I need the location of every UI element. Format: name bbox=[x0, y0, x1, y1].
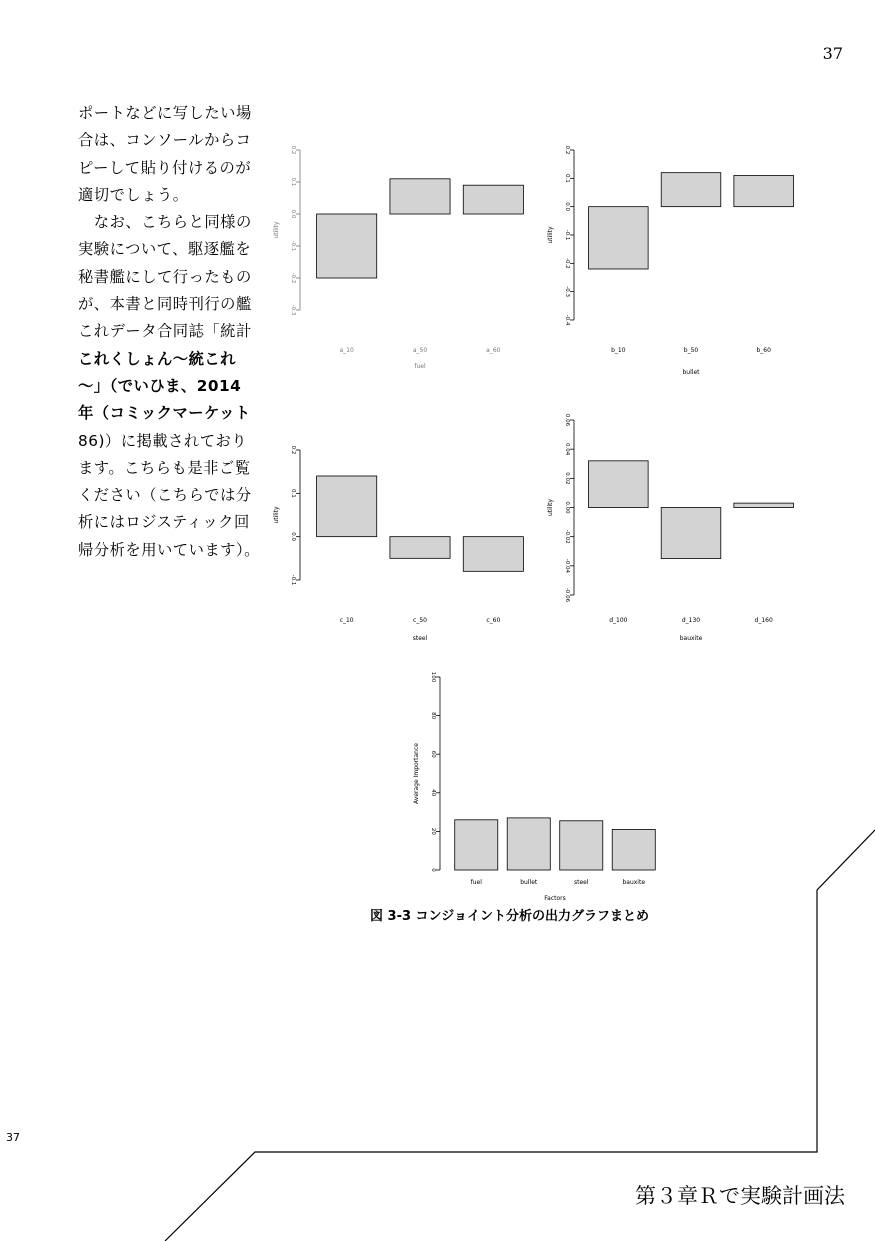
y-tick-label: 0.2 bbox=[290, 445, 296, 455]
y-tick-label: 0.04 bbox=[564, 443, 570, 456]
text-line: が、本書と同時刊行の艦 bbox=[78, 295, 252, 314]
x-category-label: a_10 bbox=[339, 347, 354, 354]
x-category-label: b_50 bbox=[683, 347, 699, 354]
y-axis-label: utility bbox=[547, 498, 554, 517]
page-number-top: 37 bbox=[822, 44, 843, 63]
y-tick-label: 80 bbox=[430, 712, 436, 720]
text-line-bold: これくしょん〜統これ bbox=[78, 349, 236, 368]
y-tick-label: -0.06 bbox=[564, 587, 570, 603]
text-line: 適切でしょう。 bbox=[78, 185, 189, 204]
y-tick-label: 0.06 bbox=[564, 413, 570, 427]
y-tick-label: 0 bbox=[430, 868, 436, 872]
x-category-label: a_60 bbox=[486, 347, 501, 354]
text-line: 帰分析を用いています）。 bbox=[78, 540, 260, 559]
y-tick-label: -0.1 bbox=[290, 574, 296, 586]
x-category-label: c_50 bbox=[413, 617, 427, 624]
y-axis-label: Average Importance bbox=[413, 743, 420, 804]
y-tick-label: -0.3 bbox=[290, 304, 296, 316]
x-axis-label: bullet bbox=[682, 369, 700, 376]
x-category-label: b_60 bbox=[756, 347, 771, 354]
y-axis-label: utility bbox=[273, 506, 280, 524]
y-tick-label: 0.2 bbox=[564, 145, 570, 155]
text-line: ください（こちらでは分 bbox=[78, 486, 252, 505]
text-line-bold: 〜」（でいひま、2014 bbox=[78, 376, 242, 395]
y-tick-label: -0.4 bbox=[564, 314, 570, 326]
y-tick-label: 20 bbox=[430, 827, 436, 835]
y-tick-label: 0.0 bbox=[564, 202, 570, 212]
text-line: ポートなどに写したい場 bbox=[78, 104, 252, 122]
y-tick-label: -0.2 bbox=[564, 257, 570, 269]
x-category-label: fuel bbox=[470, 879, 482, 886]
y-tick-label: 100 bbox=[430, 671, 436, 683]
x-axis-label: steel bbox=[412, 635, 428, 642]
x-category-label: bullet bbox=[520, 879, 538, 886]
y-tick-label: -0.3 bbox=[564, 286, 570, 298]
x-category-label: c_60 bbox=[486, 617, 501, 624]
y-tick-label: -0.2 bbox=[290, 272, 296, 284]
x-category-label: d_160 bbox=[754, 617, 773, 624]
x-category-label: d_130 bbox=[681, 617, 701, 624]
chapter-title: 第３章Ｒで実験計画法 bbox=[635, 1184, 845, 1208]
text-line: ます。こちらも是非ご覧 bbox=[78, 458, 251, 477]
y-tick-label: 0.00 bbox=[564, 501, 570, 514]
text-line: 実験について、駆逐艦を bbox=[78, 240, 252, 259]
y-tick-label: -0.1 bbox=[564, 229, 570, 241]
y-tick-label: 60 bbox=[430, 750, 436, 758]
y-tick-label: 40 bbox=[430, 789, 436, 797]
y-axis-label: utility bbox=[547, 226, 554, 244]
y-tick-label: 0.0 bbox=[290, 209, 296, 219]
y-tick-label: 0.1 bbox=[290, 488, 296, 498]
y-tick-label: -0.02 bbox=[564, 529, 570, 544]
text-line: 析にはロジスティック回 bbox=[78, 513, 250, 532]
x-axis-label: Factors bbox=[544, 895, 566, 902]
text-line: ピーして貼り付けるのが bbox=[78, 158, 252, 177]
y-tick-label: 0.1 bbox=[290, 177, 296, 187]
figure-caption: 図 3-3 コンジョイント分析の出力グラフまとめ bbox=[370, 909, 649, 924]
page-number-left: 37 bbox=[6, 1131, 20, 1144]
y-tick-label: 0.1 bbox=[564, 173, 570, 183]
text-line: 86)）に掲載されており bbox=[78, 431, 248, 450]
x-category-label: steel bbox=[573, 879, 589, 886]
x-category-label: bauxite bbox=[622, 879, 646, 886]
x-category-label: d_100 bbox=[609, 617, 628, 624]
y-tick-label: -0.1 bbox=[290, 240, 296, 252]
text-line-bold: 年（コミックマーケット bbox=[78, 404, 251, 423]
text-line: 秘書艦にして行ったもの bbox=[78, 267, 252, 286]
x-category-label: b_10 bbox=[611, 347, 626, 354]
y-tick-label: 0.2 bbox=[290, 145, 296, 155]
y-tick-label: -0.04 bbox=[564, 558, 570, 573]
y-axis-label: utility bbox=[273, 221, 280, 239]
x-category-label: a_50 bbox=[412, 347, 428, 354]
text-line: これデータ合同誌「統計 bbox=[78, 322, 252, 341]
y-tick-label: 0.0 bbox=[290, 532, 296, 542]
x-category-label: c_10 bbox=[339, 617, 354, 624]
y-tick-label: 0.02 bbox=[564, 472, 570, 485]
x-axis-label: fuel bbox=[414, 363, 426, 370]
text-line: なお、こちらと同様の bbox=[78, 213, 252, 232]
text-line: 合は、コンソールからコ bbox=[78, 131, 252, 150]
x-axis-label: bauxite bbox=[679, 635, 703, 642]
